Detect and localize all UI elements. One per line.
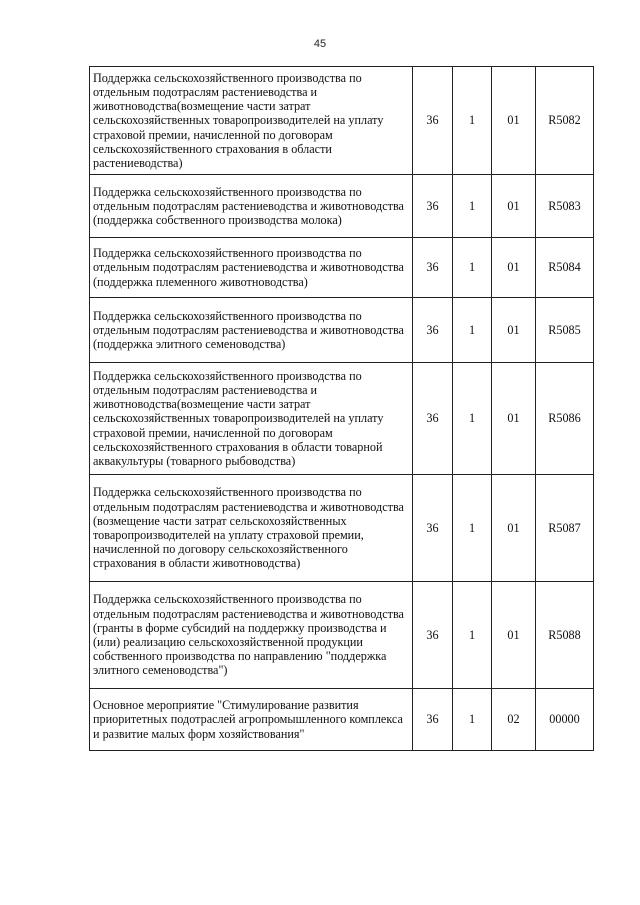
table-row xyxy=(90,475,594,582)
program-code: 36 xyxy=(413,582,453,689)
budget-classification-table xyxy=(89,66,594,751)
row-description: Поддержка сельскохозяйственного производства по отдельным подотраслям растениеводства и животноводства(возмещение части затрат сельскохозяйственных товаропроизводителей на уплату страховой премии, начисленной по договорам сельскохозяйственного страхования в области растениеводства) xyxy=(90,67,413,175)
direction-code: R5084 xyxy=(536,238,594,298)
subprogram-code: 1 xyxy=(453,67,492,175)
program-code: 36 xyxy=(413,689,453,751)
table-row xyxy=(90,298,594,363)
program-code: 36 xyxy=(413,363,453,475)
subprogram-code: 1 xyxy=(453,175,492,238)
program-code: 36 xyxy=(413,67,453,175)
program-code: 36 xyxy=(413,475,453,582)
main-activity-code: 01 xyxy=(492,67,536,175)
row-description: Основное мероприятие "Стимулирование развития приоритетных подотраслей агропромышленного комплекса и развитие малых форм хозяйствования" xyxy=(90,689,413,751)
table-row xyxy=(90,175,594,238)
direction-code: R5085 xyxy=(536,298,594,363)
program-code: 36 xyxy=(413,238,453,298)
subprogram-code: 1 xyxy=(453,298,492,363)
row-description: Поддержка сельскохозяйственного производства по отдельным подотраслям растениеводства и животноводства (поддержка племенного животноводства) xyxy=(90,238,413,298)
direction-code: R5082 xyxy=(536,67,594,175)
table-row xyxy=(90,689,594,751)
main-activity-code: 01 xyxy=(492,175,536,238)
program-code: 36 xyxy=(413,298,453,363)
main-activity-code: 01 xyxy=(492,238,536,298)
table-row xyxy=(90,363,594,475)
row-description: Поддержка сельскохозяйственного производства по отдельным подотраслям растениеводства и животноводства (поддержка собственного производства молока) xyxy=(90,175,413,238)
subprogram-code: 1 xyxy=(453,238,492,298)
table-row xyxy=(90,582,594,689)
main-activity-code: 01 xyxy=(492,298,536,363)
main-activity-code: 01 xyxy=(492,363,536,475)
direction-code: R5083 xyxy=(536,175,594,238)
page-number: 45 xyxy=(313,38,327,50)
main-activity-code: 01 xyxy=(492,475,536,582)
row-description: Поддержка сельскохозяйственного производства по отдельным подотраслям растениеводства и животноводства (поддержка элитного семеноводства) xyxy=(90,298,413,363)
direction-code: 00000 xyxy=(536,689,594,751)
row-description: Поддержка сельскохозяйственного производства по отдельным подотраслям растениеводства и животноводства (возмещение части затрат сельскохозяйственных товаропроизводителей на уплату страховой премии, начисленной по договору сельскохозяйственного страхования в области животноводства) xyxy=(90,475,413,582)
row-description: Поддержка сельскохозяйственного производства по отдельным подотраслям растениеводства и животноводства(возмещение части затрат сельскохозяйственных товаропроизводителей на уплату страховой премии, начисленной по договорам сельскохозяйственного страхования в области товарной аквакультуры (товарного рыбоводства) xyxy=(90,363,413,475)
main-activity-code: 01 xyxy=(492,582,536,689)
subprogram-code: 1 xyxy=(453,582,492,689)
subprogram-code: 1 xyxy=(453,363,492,475)
direction-code: R5088 xyxy=(536,582,594,689)
direction-code: R5087 xyxy=(536,475,594,582)
program-code: 36 xyxy=(413,175,453,238)
row-description: Поддержка сельскохозяйственного производства по отдельным подотраслям растениеводства и животноводства (гранты в форме субсидий на поддержку производства и (или) реализацию сельскохозяйственной продукции собственного производства по направлению "поддержка элитного семеноводства") xyxy=(90,582,413,689)
direction-code: R5086 xyxy=(536,363,594,475)
subprogram-code: 1 xyxy=(453,689,492,751)
table-row xyxy=(90,67,594,175)
subprogram-code: 1 xyxy=(453,475,492,582)
table-row xyxy=(90,238,594,298)
main-activity-code: 02 xyxy=(492,689,536,751)
